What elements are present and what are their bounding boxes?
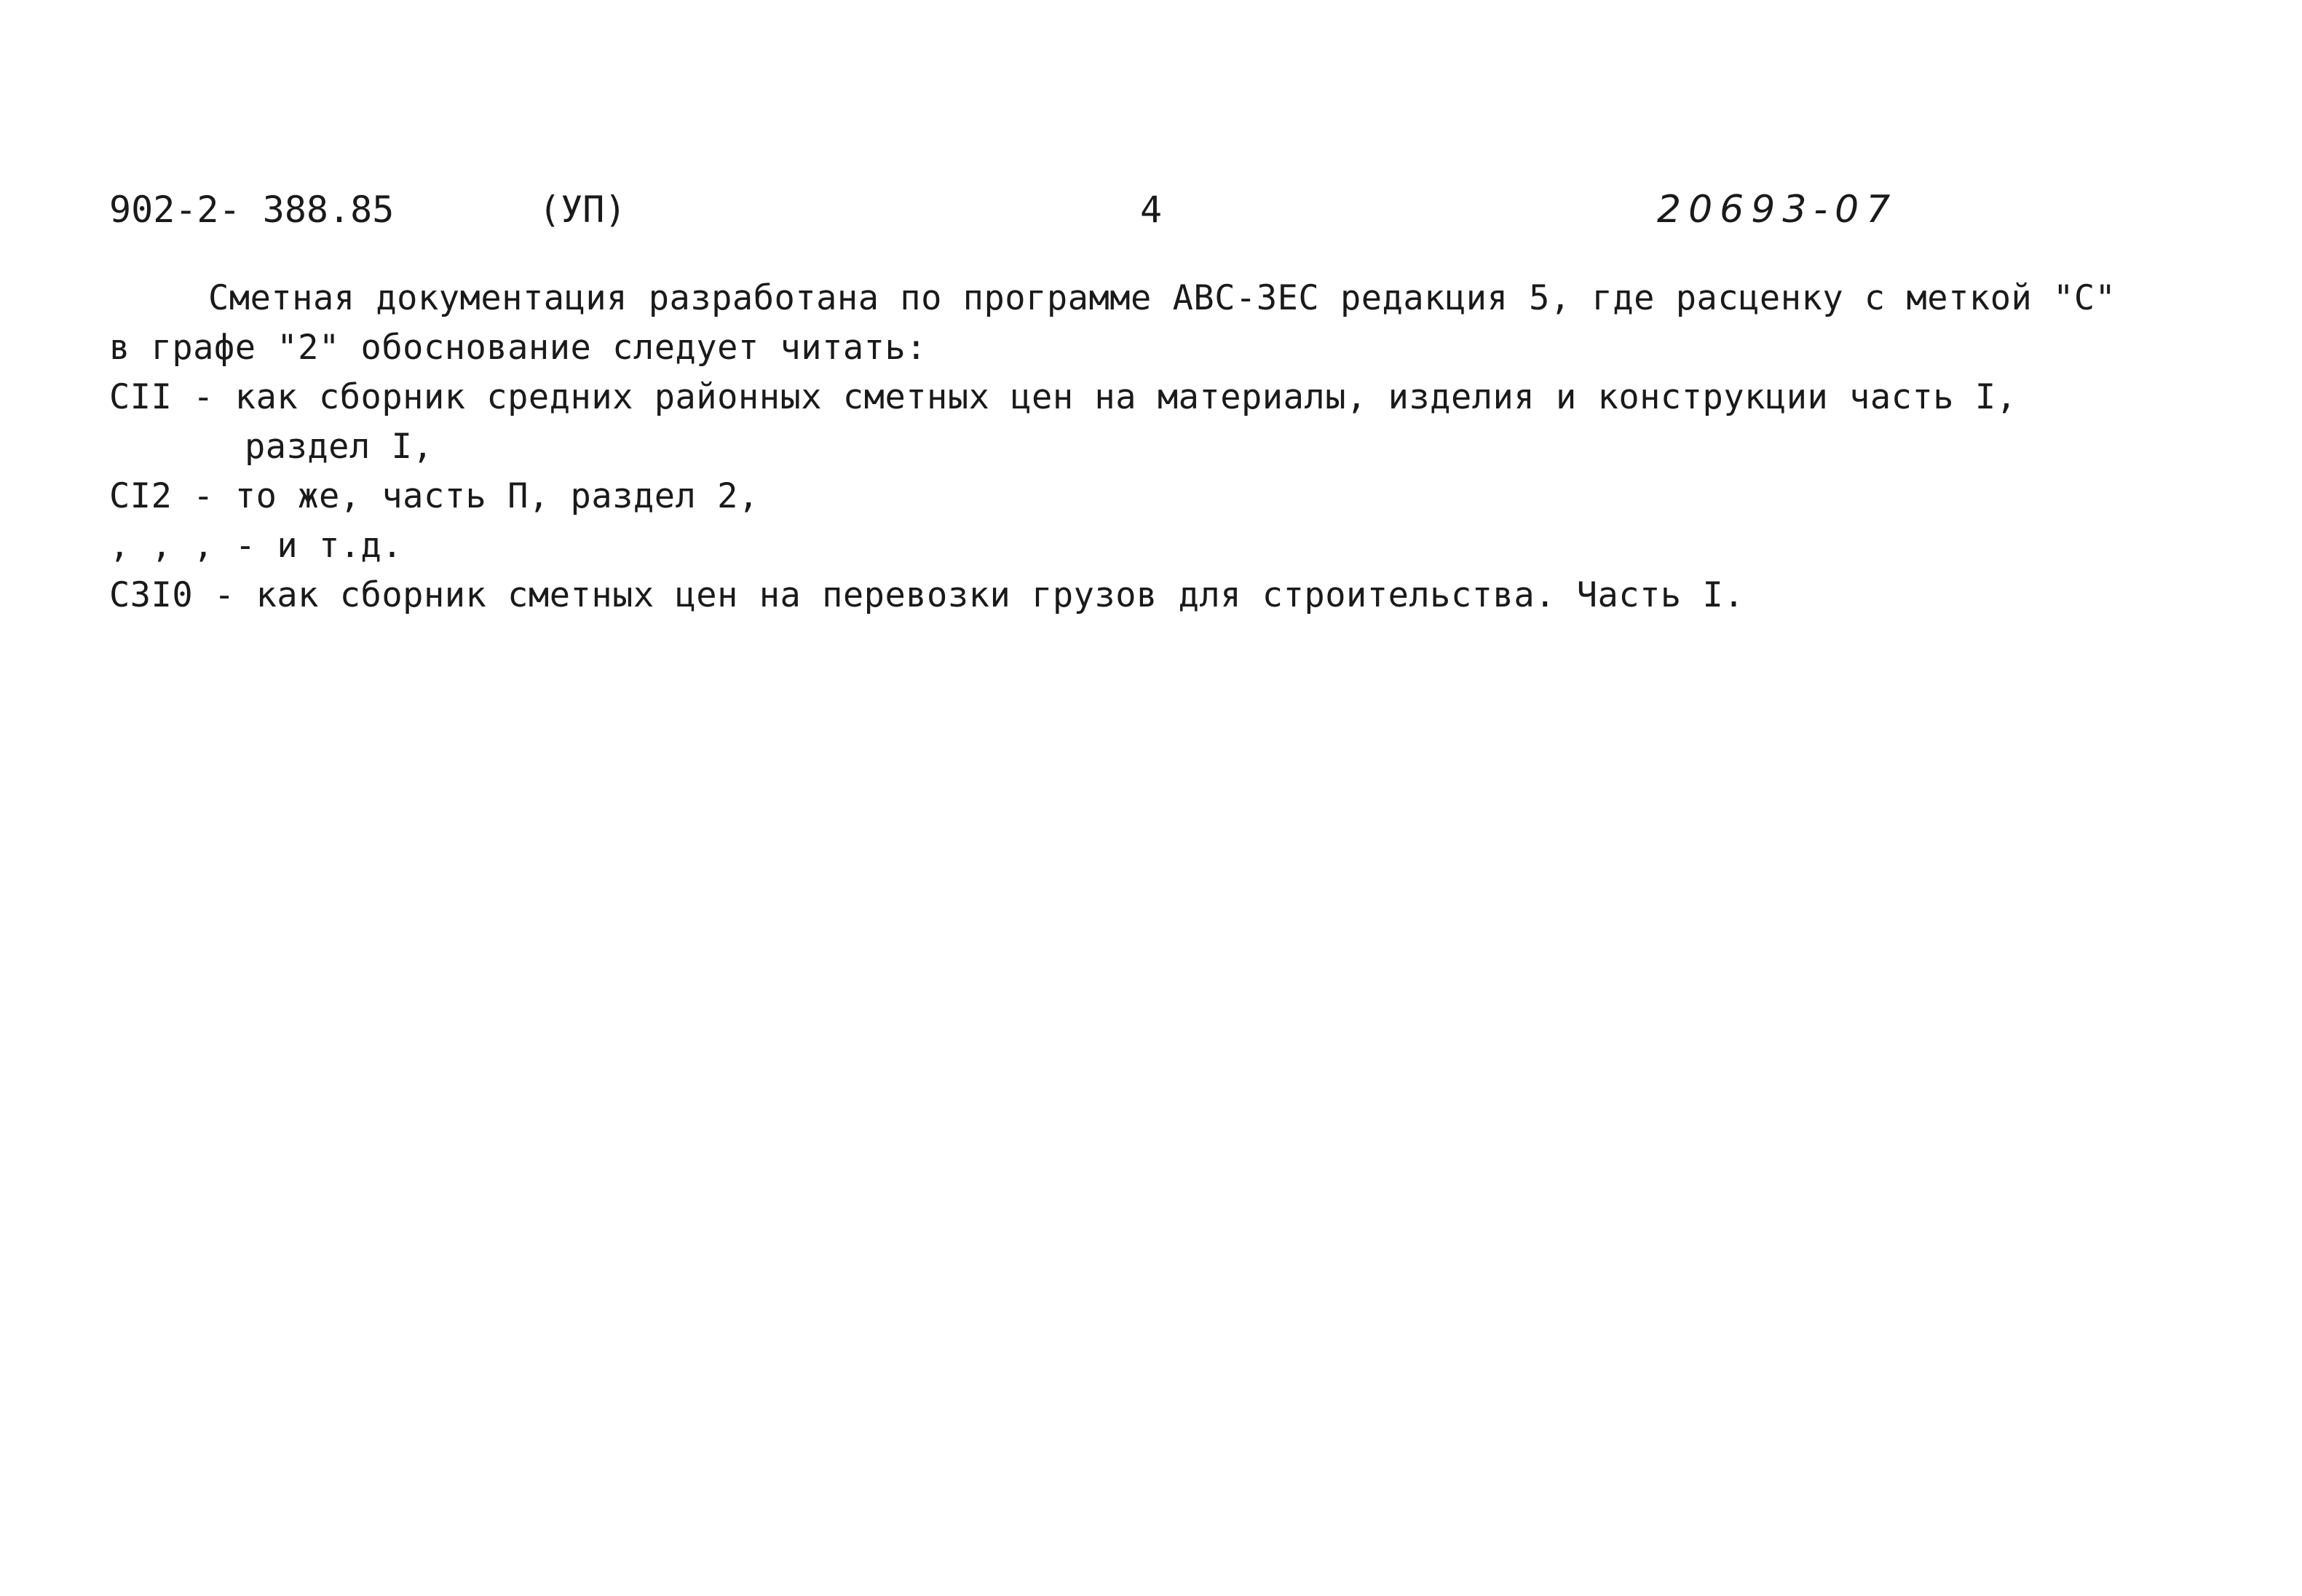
intro-line-2: в графе "2" обоснование следует читать:	[109, 328, 927, 368]
intro-line-1: Сметная документация разработана по программе АВС-ЗЕС редакция 5, где расценку с меткой "С"	[208, 278, 2116, 318]
document-mark: (УП)	[539, 189, 627, 231]
list-item-1: СII - как сборник средних районных сметных цен на материалы, изделия и конструкции часть I,	[109, 377, 2017, 417]
list-item-3: , , , - и т.д.	[109, 526, 403, 566]
list-item-4: С3I0 - как сборник сметных цен на перевозки грузов для строительства. Часть I.	[109, 575, 1745, 615]
document-reference: 20693-07	[1657, 188, 1898, 232]
list-item-1-continuation: раздел I,	[245, 427, 434, 467]
document-code: 902-2- 388.85	[109, 189, 395, 231]
page-number: 4	[1140, 189, 1163, 231]
list-item-2: СI2 - то же, часть П, раздел 2,	[109, 476, 759, 516]
